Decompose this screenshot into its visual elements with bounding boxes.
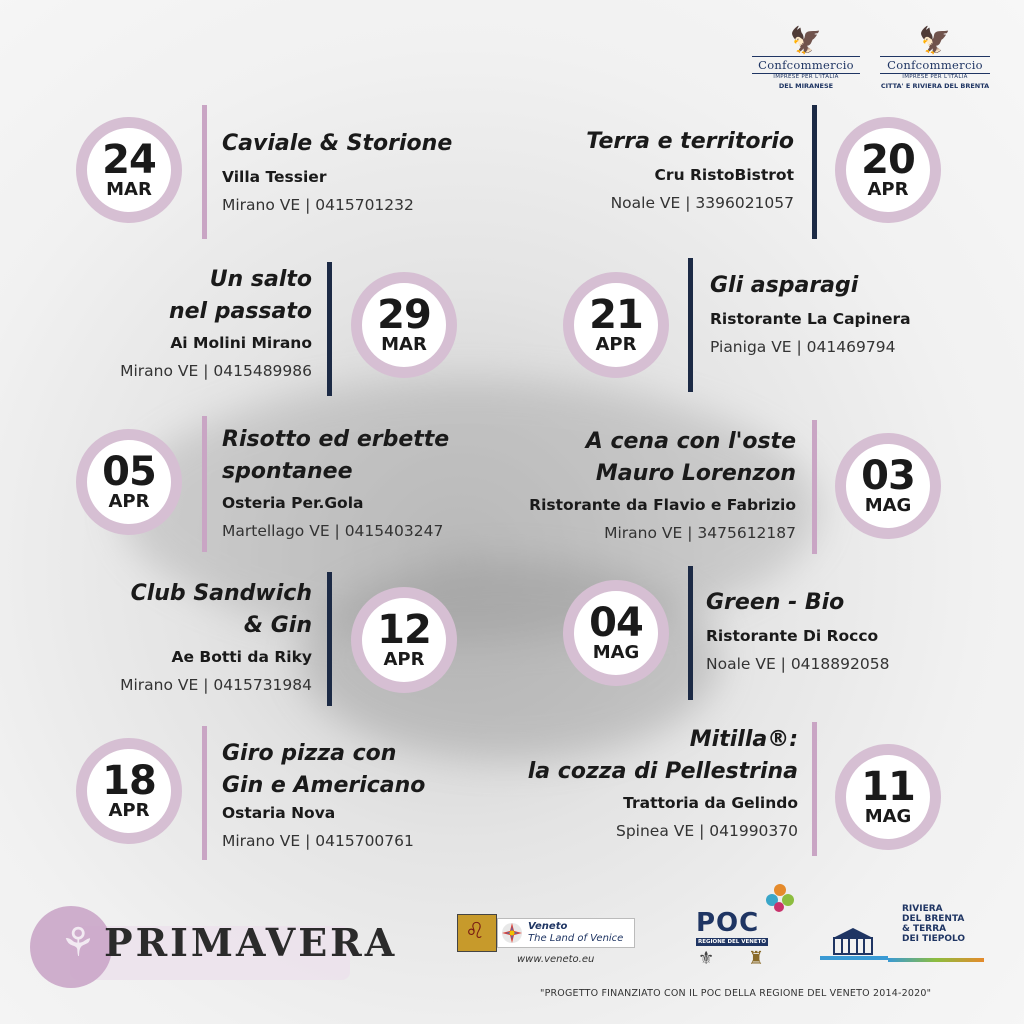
date-month: APR xyxy=(595,334,637,355)
event-title: Gli asparagi xyxy=(710,273,859,298)
event-venue: Ostaria Nova xyxy=(222,804,336,822)
event-venue: Ristorante Di Rocco xyxy=(706,627,879,645)
date-day: 03 xyxy=(861,453,915,499)
date-day: 20 xyxy=(861,137,915,183)
event-title: Green - Bio xyxy=(706,590,845,615)
event-title: Terra e territorio xyxy=(586,129,794,154)
emblem-icon: ⚜ xyxy=(698,948,715,969)
event-contact: Martellago VE | 0415403247 xyxy=(222,522,444,540)
event-title: A cena con l'oste Mauro Lorenzon xyxy=(585,429,796,486)
event-green-bio xyxy=(706,587,1006,675)
event-venue: Ristorante da Flavio e Fabrizio xyxy=(529,496,796,514)
divider xyxy=(812,722,817,856)
event-contact: Mirano VE | 0415700761 xyxy=(222,832,414,850)
event-venue: Villa Tessier xyxy=(222,168,327,186)
date-day: 12 xyxy=(377,607,431,653)
date-badge xyxy=(835,744,941,850)
eagle-icon: 🦅 xyxy=(918,26,952,56)
poc-logo: POC REGIONE DEL VENETO ⚜ ♜ xyxy=(694,884,804,976)
event-club-sandwich xyxy=(50,578,312,696)
event-title: Caviale & Storione xyxy=(222,131,453,156)
primavera-logo xyxy=(30,906,398,992)
event-venue: Osteria Per.Gola xyxy=(222,494,364,512)
event-venue: Trattoria da Gelindo xyxy=(623,794,798,812)
veneto-logo: ♌ Veneto The Land of Venice www.veneto.eu xyxy=(457,914,637,966)
date-badge xyxy=(563,580,669,686)
event-venue: Cru RistoBistrot xyxy=(654,166,794,184)
date-month: MAR xyxy=(381,334,427,355)
star-icon xyxy=(500,921,524,945)
flower-icon xyxy=(766,884,794,912)
event-venue: Ae Botti da Riky xyxy=(171,648,312,666)
confcommercio-miranese-logo: 🦅 Confcommercio IMPRESE PER L'ITALIA DEL MIRANESE xyxy=(752,28,860,90)
divider xyxy=(688,258,693,392)
lion-icon: ♌ xyxy=(457,914,497,952)
date-month: APR xyxy=(383,649,425,670)
event-cena-oste xyxy=(470,426,796,544)
event-terra xyxy=(490,126,794,214)
event-mitilla xyxy=(470,724,798,842)
date-badge xyxy=(835,117,941,223)
event-contact: Mirano VE | 3475612187 xyxy=(604,524,796,542)
date-month: MAG xyxy=(864,806,912,827)
event-caviale xyxy=(222,128,522,216)
date-month: APR xyxy=(867,179,909,200)
event-salto xyxy=(50,264,312,382)
riviera-brenta-logo: RIVIERA DEL BRENTA & TERRA DEI TIEPOLO xyxy=(818,900,990,970)
event-title: Risotto ed erbette spontanee xyxy=(222,427,450,484)
date-badge xyxy=(835,433,941,539)
event-contact: Mirano VE | 0415731984 xyxy=(120,676,312,694)
date-badge xyxy=(76,738,182,844)
divider xyxy=(812,420,817,554)
date-month: MAG xyxy=(864,495,912,516)
divider xyxy=(327,572,332,706)
divider xyxy=(202,105,207,239)
event-venue: Ristorante La Capinera xyxy=(710,310,911,328)
date-badge xyxy=(76,429,182,535)
event-contact: Pianiga VE | 041469794 xyxy=(710,338,896,356)
divider xyxy=(202,416,207,552)
eagle-icon: 🦅 xyxy=(789,26,823,56)
date-month: MAR xyxy=(106,179,152,200)
event-contact: Noale VE | 0418892058 xyxy=(706,655,890,673)
primavera-title: PRIMAVERA xyxy=(104,920,398,965)
event-contact: Mirano VE | 0415489986 xyxy=(120,362,312,380)
veneto-crest-icon: ♜ xyxy=(748,948,765,969)
villa-icon xyxy=(818,924,888,964)
funding-note: "PROGETTO FINANZIATO CON IL POC DELLA REGIONE DEL VENETO 2014-2020" xyxy=(540,988,932,999)
divider xyxy=(327,262,332,396)
divider xyxy=(202,726,207,860)
date-day: 29 xyxy=(377,292,431,338)
date-day: 24 xyxy=(102,137,156,183)
event-contact: Mirano VE | 0415701232 xyxy=(222,196,414,214)
date-day: 05 xyxy=(102,449,156,495)
event-venue: Ai Molini Mirano xyxy=(170,334,312,352)
date-month: APR xyxy=(108,491,150,512)
date-badge xyxy=(563,272,669,378)
date-badge xyxy=(76,117,182,223)
date-month: MAG xyxy=(592,642,640,663)
date-badge xyxy=(351,587,457,693)
event-contact: Spinea VE | 041990370 xyxy=(616,822,798,840)
event-title: Un salto nel passato xyxy=(168,267,312,324)
divider xyxy=(688,566,693,700)
wheat-icon: ⚘ xyxy=(60,920,96,966)
date-day: 21 xyxy=(589,292,643,338)
event-title: Giro pizza con Gin e Americano xyxy=(222,741,426,798)
divider xyxy=(812,105,817,239)
event-asparagi xyxy=(710,270,1010,358)
date-badge xyxy=(351,272,457,378)
date-day: 18 xyxy=(102,758,156,804)
date-day: 04 xyxy=(589,600,643,646)
event-title: Mitilla®: la cozza di Pellestrina xyxy=(527,727,798,784)
event-title: Club Sandwich & Gin xyxy=(130,581,312,638)
confcommercio-brenta-logo: 🦅 Confcommercio IMPRESE PER L'ITALIA CITTA' E RIVIERA DEL BRENTA xyxy=(880,26,990,90)
date-month: APR xyxy=(108,800,150,821)
event-contact: Noale VE | 3396021057 xyxy=(610,194,794,212)
date-day: 11 xyxy=(861,764,915,810)
